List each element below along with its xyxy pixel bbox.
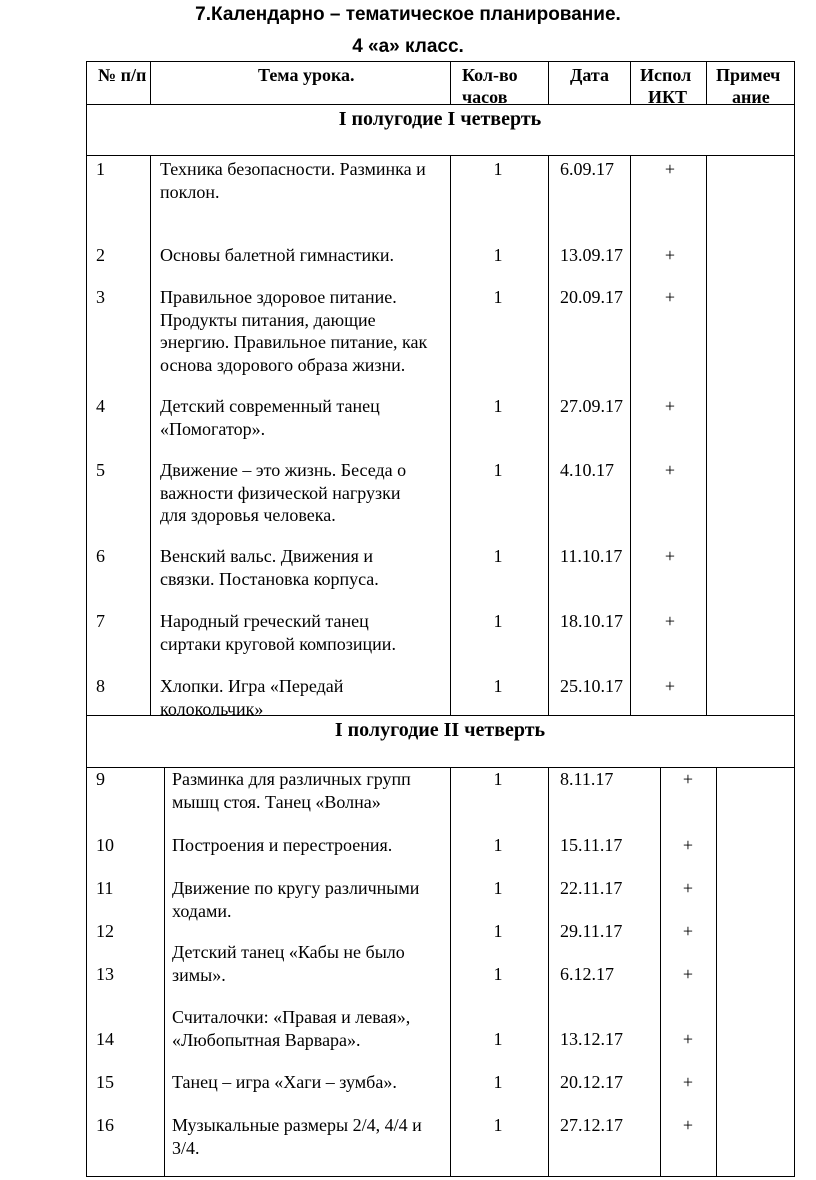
lesson-topic: Построения и перестроения.	[172, 835, 393, 855]
section-title: I полугодие I четверть	[338, 108, 542, 130]
header-hours: Кол-во	[462, 65, 518, 85]
lesson-topic: Считалочки: «Правая и левая»,	[172, 1007, 411, 1027]
lesson-number: 2	[96, 245, 105, 265]
lesson-date: 8.11.17	[560, 769, 614, 789]
lesson-topic: колокольчик»	[160, 698, 264, 719]
lesson-topic: Народный греческий танец	[160, 611, 369, 631]
lesson-topic: «Помогатор».	[160, 418, 266, 439]
header-ict: Испол	[640, 65, 692, 85]
lesson-number: 15	[96, 1072, 114, 1092]
lesson-ict: +	[682, 1115, 694, 1135]
lesson-topic: Танец – игра «Хаги – зумба».	[172, 1072, 397, 1092]
lesson-hours: 1	[493, 921, 503, 941]
lesson-date: 27.09.17	[560, 396, 623, 416]
header-note: ание	[732, 87, 770, 107]
table-border	[450, 155, 451, 715]
lesson-date: 29.11.17	[560, 921, 623, 941]
lesson-number: 11	[96, 878, 114, 898]
lesson-date: 11.10.17	[560, 546, 623, 566]
lesson-date: 6.09.17	[560, 159, 614, 179]
document-subtitle: 4 «а» класс.	[352, 36, 464, 57]
lesson-ict: +	[682, 964, 694, 984]
lesson-hours: 1	[493, 676, 503, 696]
lesson-number: 12	[96, 921, 114, 941]
lesson-number: 4	[96, 396, 105, 416]
lesson-topic: Детский современный танец	[160, 396, 380, 416]
lesson-hours: 1	[493, 1072, 503, 1092]
header-note: Примеч	[716, 65, 781, 85]
lesson-topic: Правильное здоровое питание.	[160, 287, 397, 307]
lesson-topic: Разминка для различных групп	[172, 769, 411, 789]
lesson-ict: +	[664, 676, 676, 696]
lesson-date: 15.11.17	[560, 835, 623, 855]
table-border	[630, 61, 631, 104]
lesson-date: 4.10.17	[560, 460, 614, 480]
table-border	[86, 61, 795, 62]
lesson-ict: +	[664, 611, 676, 631]
lesson-hours: 1	[493, 159, 503, 179]
lesson-topic: Техника безопасности. Разминка и	[160, 159, 426, 179]
lesson-ict: +	[664, 245, 676, 265]
lesson-date: 18.10.17	[560, 611, 623, 631]
lesson-number: 7	[96, 611, 105, 631]
lesson-topic: ходами.	[172, 900, 232, 921]
table-border	[548, 61, 549, 104]
lesson-ict: +	[664, 287, 676, 307]
header-topic: Тема урока.	[258, 65, 355, 85]
lesson-date: 13.12.17	[560, 1029, 623, 1049]
lesson-date: 22.11.17	[560, 878, 623, 898]
lesson-ict: +	[682, 921, 694, 941]
lesson-number: 8	[96, 676, 105, 696]
lesson-ict: +	[682, 1072, 694, 1092]
table-border	[86, 61, 87, 1177]
lesson-topic: Движение – это жизнь. Беседа о	[160, 460, 407, 480]
lesson-hours: 1	[493, 878, 503, 898]
lesson-ict: +	[664, 159, 676, 179]
table-border	[630, 155, 631, 715]
lesson-date: 20.09.17	[560, 287, 623, 307]
lesson-number: 3	[96, 287, 105, 307]
lesson-topic: основа здорового образа жизни.	[160, 354, 406, 375]
table-border	[548, 155, 549, 715]
lesson-hours: 1	[493, 611, 503, 631]
lesson-ict: +	[664, 546, 676, 566]
table-border	[794, 61, 795, 1177]
lesson-topic: важности физической нагрузки	[160, 482, 401, 503]
lesson-hours: 1	[493, 287, 503, 307]
lesson-number: 6	[96, 546, 105, 566]
lesson-number: 5	[96, 460, 105, 480]
table-border	[706, 61, 707, 104]
lesson-date: 20.12.17	[560, 1072, 623, 1092]
table-border	[150, 155, 151, 715]
lesson-number: 9	[96, 769, 105, 789]
table-border	[86, 155, 795, 156]
lesson-number: 16	[96, 1115, 114, 1135]
lesson-hours: 1	[493, 396, 503, 416]
lesson-hours: 1	[493, 769, 503, 789]
lesson-date: 6.12.17	[560, 964, 614, 984]
table-border	[450, 767, 451, 1176]
lesson-ict: +	[682, 835, 694, 855]
lesson-topic: для здоровья человека.	[160, 505, 336, 525]
lesson-ict: +	[682, 769, 694, 789]
lesson-topic: зимы».	[172, 964, 226, 985]
table-border	[164, 767, 165, 1176]
lesson-topic: сиртаки круговой композиции.	[160, 633, 396, 654]
document-title: 7.Календарно – тематическое планирование.	[195, 4, 621, 25]
section-title: I полугодие II четверть	[334, 719, 546, 741]
table-border	[660, 767, 661, 1176]
lesson-topic: Основы балетной гимнастики.	[160, 245, 395, 265]
lesson-topic: Музыкальные размеры 2/4, 4/4 и	[172, 1115, 422, 1135]
lesson-topic: Хлопки. Игра «Передай	[160, 676, 344, 696]
lesson-date: 27.12.17	[560, 1115, 623, 1135]
lesson-hours: 1	[493, 1115, 503, 1135]
header-date: Дата	[570, 65, 609, 85]
table-border	[548, 767, 549, 1176]
table-border	[716, 767, 717, 1176]
lesson-topic: мышц стоя. Танец «Волна»	[172, 791, 381, 812]
lesson-hours: 1	[493, 1029, 503, 1049]
lesson-date: 25.10.17	[560, 676, 623, 696]
lesson-ict: +	[664, 396, 676, 416]
lesson-ict: +	[664, 460, 676, 480]
table-border	[86, 104, 795, 105]
lesson-hours: 1	[493, 460, 503, 480]
lesson-topic: Венский вальс. Движения и	[160, 546, 373, 566]
table-border	[150, 61, 151, 104]
lesson-hours: 1	[493, 245, 503, 265]
header-ict: ИКТ	[648, 87, 688, 107]
lesson-topic: поклон.	[160, 181, 220, 202]
lesson-topic: «Любопытная Варвара».	[172, 1029, 361, 1050]
lesson-number: 13	[96, 964, 114, 984]
lesson-number: 10	[96, 835, 114, 855]
lesson-topic: 3/4.	[172, 1137, 200, 1158]
lesson-topic: Движение по кругу различными	[172, 878, 420, 898]
header-hours: часов	[462, 87, 508, 107]
lesson-topic: Детский танец «Кабы не было	[172, 942, 405, 962]
lesson-topic: связки. Постановка корпуса.	[160, 568, 379, 589]
table-border	[450, 61, 451, 104]
lesson-number: 14	[96, 1029, 114, 1049]
lesson-date: 13.09.17	[560, 245, 623, 265]
table-border	[86, 1176, 795, 1177]
lesson-topic: Продукты питания, дающие	[160, 309, 376, 330]
lesson-hours: 1	[493, 546, 503, 566]
lesson-ict: +	[682, 878, 694, 898]
lesson-hours: 1	[493, 835, 503, 855]
table-border	[706, 155, 707, 715]
lesson-topic: энергию. Правильное питание, как	[160, 332, 428, 352]
lesson-hours: 1	[493, 964, 503, 984]
lesson-ict: +	[682, 1029, 694, 1049]
lesson-number: 1	[96, 159, 105, 179]
header-num: № п/п	[98, 65, 147, 85]
